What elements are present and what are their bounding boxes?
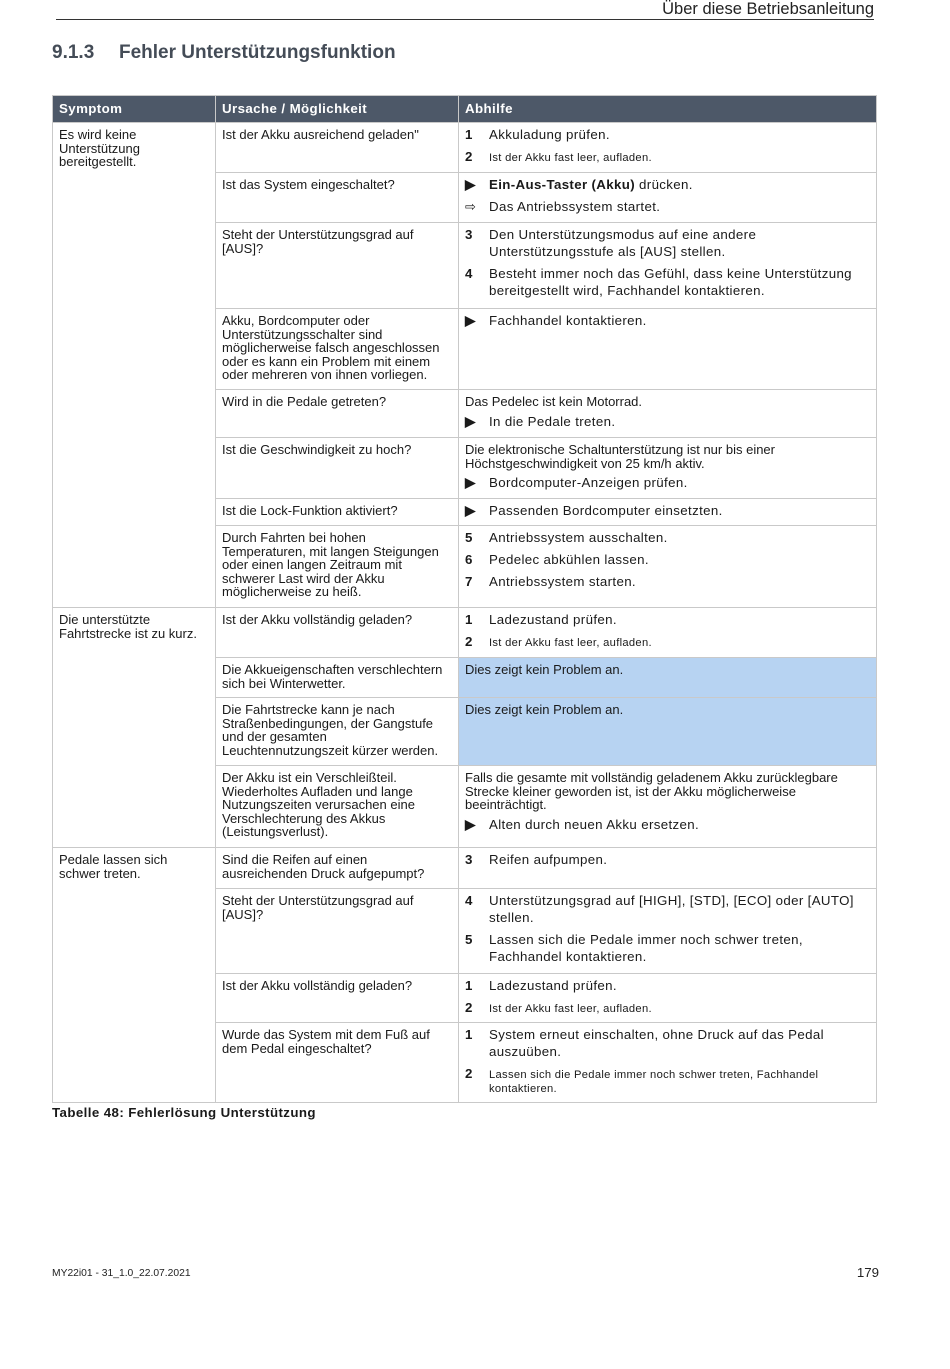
step-number: 1 bbox=[465, 127, 473, 142]
remedy-step bbox=[465, 531, 870, 546]
remedy-cell bbox=[459, 608, 877, 658]
step-number: 1 bbox=[465, 612, 473, 627]
cause-cell: Ist der Akku vollständig geladen? bbox=[216, 608, 459, 658]
remedy-step bbox=[465, 853, 870, 868]
step-number: 2 bbox=[465, 149, 473, 164]
step-number: 1 bbox=[465, 978, 473, 993]
action-arrow-icon: ▶ bbox=[465, 816, 476, 832]
step-text: Reifen aufpumpen. bbox=[489, 852, 608, 867]
remedy-cell bbox=[459, 658, 877, 698]
remedy-step bbox=[465, 575, 870, 590]
remedy-cell bbox=[459, 974, 877, 1023]
remedy-cell bbox=[459, 526, 877, 608]
action-arrow-icon: ▶ bbox=[465, 503, 476, 518]
section-title: Fehler Unterstützungsfunktion bbox=[119, 42, 396, 63]
result-arrow-icon: ⇨ bbox=[465, 199, 477, 214]
remedy-cell bbox=[459, 889, 877, 974]
remedy-step bbox=[465, 933, 870, 965]
remedy-step bbox=[465, 635, 870, 650]
table-row bbox=[53, 848, 877, 889]
control-name: Ein-Aus-Taster (Akku) bbox=[489, 177, 635, 192]
remedy-cell bbox=[459, 390, 877, 438]
footer-doc-id: MY22i01 - 31_1.0_22.07.2021 bbox=[52, 1268, 191, 1279]
cause-cell: Durch Fahrten bei hohen Temperaturen, mit langen Steigungen oder einen langen Zeitraum mit schwerer Last wird der Akku möglicherweise zu heiß. bbox=[216, 526, 459, 608]
symptom-cell: Pedale lassen sich schwer treten. bbox=[53, 848, 216, 1103]
footer-page-number: 179 bbox=[856, 1265, 879, 1280]
remedy-step bbox=[465, 979, 870, 994]
cause-cell: Wird in die Pedale getreten? bbox=[216, 390, 459, 438]
table-header-row bbox=[53, 96, 877, 123]
step-text: Antriebssystem starten. bbox=[489, 574, 636, 589]
cause-cell: Ist die Lock-Funktion aktiviert? bbox=[216, 499, 459, 526]
column-header-symptom: Symptom bbox=[53, 96, 216, 123]
step-number: 2 bbox=[465, 1066, 473, 1081]
remedy-cell bbox=[459, 698, 877, 766]
remedy-step bbox=[465, 894, 870, 926]
remedy-note: Die elektronische Schaltunterstützung ist nur bis einer Höchstgeschwindigkeit von 25 km/h aktiv. bbox=[465, 442, 775, 471]
remedy-cell bbox=[459, 223, 877, 309]
remedy-step bbox=[465, 178, 870, 193]
step-text: Ist der Akku fast leer, aufladen. bbox=[489, 1003, 652, 1015]
step-text: Bordcomputer-Anzeigen prüfen. bbox=[489, 475, 688, 491]
troubleshooting-table bbox=[52, 95, 877, 1103]
step-text: Fachhandel kontaktieren. bbox=[489, 313, 647, 328]
remedy-step bbox=[465, 150, 870, 165]
step-number: 2 bbox=[465, 634, 473, 649]
remedy-step bbox=[465, 228, 870, 260]
action-arrow-icon: ▶ bbox=[465, 177, 476, 192]
step-number: 3 bbox=[465, 227, 473, 242]
action-arrow-icon: ▶ bbox=[465, 313, 476, 328]
cause-cell: Sind die Reifen auf einen ausreichenden Druck aufgepumpt? bbox=[216, 848, 459, 889]
cause-cell: Die Fahrtstrecke kann je nach Straßenbedingungen, der Gangstufe und der gesamten Leuchtennutzungszeit kürzer werden. bbox=[216, 698, 459, 766]
table-caption: Tabelle 48: Fehlerlösung Unterstützung bbox=[52, 1105, 316, 1120]
cause-cell: Wurde das System mit dem Fuß auf dem Pedal eingeschaltet? bbox=[216, 1023, 459, 1103]
step-text: Akkuladung prüfen. bbox=[489, 127, 610, 142]
step-text: Pedelec abkühlen lassen. bbox=[489, 552, 649, 567]
symptom-cell: Die unterstützte Fahrtstrecke ist zu kurz. bbox=[53, 608, 216, 848]
step-text: Ladezustand prüfen. bbox=[489, 612, 617, 627]
remedy-cell bbox=[459, 499, 877, 526]
remedy-step bbox=[465, 613, 870, 628]
remedy-cell bbox=[459, 848, 877, 889]
remedy-step bbox=[465, 415, 870, 430]
step-text: Ladezustand prüfen. bbox=[489, 978, 617, 993]
remedy-step bbox=[465, 267, 870, 299]
remedy-note: Das Pedelec ist kein Motorrad. bbox=[465, 394, 643, 409]
remedy-step bbox=[465, 1067, 870, 1096]
step-number: 2 bbox=[465, 1000, 473, 1015]
step-text: In die Pedale treten. bbox=[489, 413, 616, 429]
header-divider bbox=[56, 19, 874, 20]
step-text: Das Antriebssystem startet. bbox=[489, 199, 661, 214]
remedy-step bbox=[465, 200, 870, 215]
remedy-step bbox=[465, 128, 870, 143]
cause-cell: Steht der Unterstützungsgrad auf [AUS]? bbox=[216, 889, 459, 974]
step-text: Besteht immer noch das Gefühl, dass keine Unterstützung bereitgestellt wird, Fachhandel kontaktieren. bbox=[489, 266, 852, 298]
step-number: 5 bbox=[465, 932, 473, 947]
remedy-cell bbox=[459, 766, 877, 848]
column-header-remedy: Abhilfe bbox=[459, 96, 877, 123]
step-number: 3 bbox=[465, 852, 473, 867]
remedy-note: Falls die gesamte mit vollständig geladenem Akku zurücklegbare Strecke kleiner geworden ist, ist der Akku möglicherweise beeinträchtigt. bbox=[465, 770, 838, 813]
cause-cell: Akku, Bordcomputer oder Unterstützungsschalter sind möglicherweise falsch angeschlossen oder es kann ein Problem mit einem oder mehreren von ihnen vorliegen. bbox=[216, 309, 459, 390]
step-text: System erneut einschalten, ohne Druck auf das Pedal auszuüben. bbox=[489, 1027, 824, 1059]
column-header-cause: Ursache / Möglichkeit bbox=[216, 96, 459, 123]
action-arrow-icon: ▶ bbox=[465, 475, 476, 491]
step-text: Ist der Akku fast leer, aufladen. bbox=[489, 152, 652, 164]
step-number: 6 bbox=[465, 552, 473, 567]
step-text: Passenden Bordcomputer einsetzten. bbox=[489, 503, 723, 518]
remedy-step bbox=[465, 1001, 870, 1016]
step-number: 5 bbox=[465, 530, 473, 545]
step-text: Unterstützungsgrad auf [HIGH], [STD], [ECO] oder [AUTO] stellen. bbox=[489, 893, 854, 925]
page-header-title: Über diese Betriebsanleitung bbox=[662, 0, 874, 18]
step-number: 7 bbox=[465, 574, 473, 589]
cause-cell: Ist der Akku vollständig geladen? bbox=[216, 974, 459, 1023]
step-text: Lassen sich die Pedale immer noch schwer treten, Fachhandel kontaktieren. bbox=[489, 1069, 819, 1095]
symptom-cell: Es wird keine Unterstützung bereitgestellt. bbox=[53, 123, 216, 608]
table-row bbox=[53, 608, 877, 658]
remedy-cell bbox=[459, 309, 877, 390]
step-number: 4 bbox=[465, 266, 473, 281]
action-arrow-icon: ▶ bbox=[465, 413, 476, 429]
section-number: 9.1.3 bbox=[52, 42, 95, 63]
remedy-note: Dies zeigt kein Problem an. bbox=[465, 662, 624, 677]
remedy-cell bbox=[459, 173, 877, 223]
step-text: Antriebssystem ausschalten. bbox=[489, 530, 668, 545]
step-text: Ist der Akku fast leer, aufladen. bbox=[489, 637, 652, 649]
cause-cell: Ist das System eingeschaltet? bbox=[216, 173, 459, 223]
step-number: 4 bbox=[465, 893, 473, 908]
remedy-step bbox=[465, 504, 870, 519]
table-row bbox=[53, 123, 877, 173]
step-text: Lassen sich die Pedale immer noch schwer treten, Fachhandel kontaktieren. bbox=[489, 932, 803, 964]
remedy-step bbox=[465, 1028, 870, 1060]
cause-cell: Der Akku ist ein Verschleißteil. Wiederholtes Aufladen und lange Nutzungszeiten verursachen eine Verschlechterung des Akkus (Leistungsverlust). bbox=[216, 766, 459, 848]
step-text: Alten durch neuen Akku ersetzen. bbox=[489, 816, 700, 832]
step-number: 1 bbox=[465, 1027, 473, 1042]
section-heading bbox=[52, 42, 396, 64]
step-text: Den Unterstützungsmodus auf eine andere Unterstützungsstufe als [AUS] stellen. bbox=[489, 227, 757, 259]
remedy-step bbox=[465, 476, 870, 491]
remedy-cell bbox=[459, 123, 877, 173]
cause-cell: Ist der Akku ausreichend geladen" bbox=[216, 123, 459, 173]
cause-cell: Ist die Geschwindigkeit zu hoch? bbox=[216, 438, 459, 499]
remedy-step bbox=[465, 553, 870, 568]
step-text-rest: drücken. bbox=[635, 177, 693, 192]
step-text bbox=[489, 176, 870, 193]
remedy-cell bbox=[459, 438, 877, 499]
remedy-cell bbox=[459, 1023, 877, 1103]
cause-cell: Steht der Unterstützungsgrad auf [AUS]? bbox=[216, 223, 459, 309]
cause-cell: Die Akkueigenschaften verschlechtern sich bei Winterwetter. bbox=[216, 658, 459, 698]
remedy-step bbox=[465, 818, 870, 833]
table-body bbox=[53, 123, 877, 1103]
remedy-step bbox=[465, 314, 870, 329]
remedy-note: Dies zeigt kein Problem an. bbox=[465, 702, 624, 717]
